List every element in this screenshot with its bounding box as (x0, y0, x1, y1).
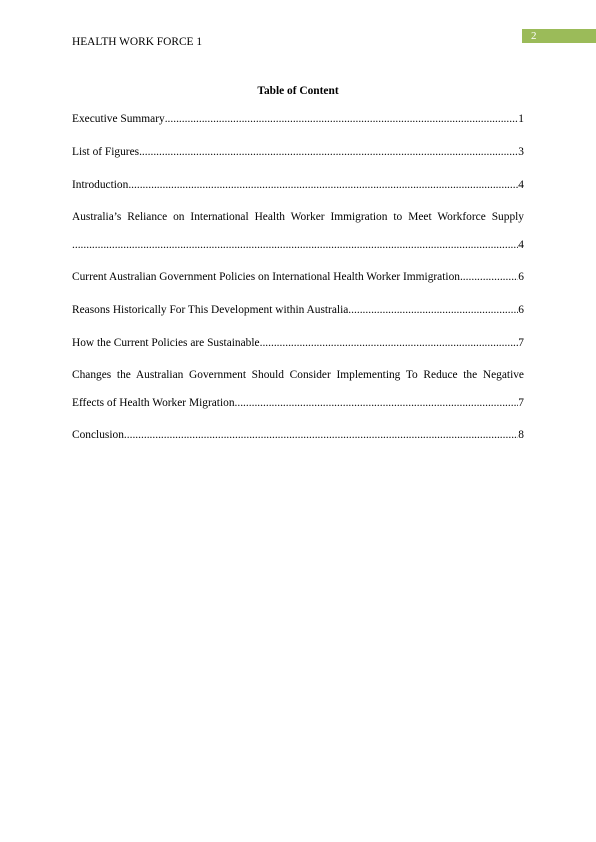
toc-entry-text: Current Australian Government Policies on International Health Worker Immigration (72, 271, 460, 283)
toc-entry-page: 4 (518, 179, 524, 191)
toc-entry-page: 7 (518, 337, 524, 349)
toc-leader-dots (124, 428, 518, 442)
running-header: HEALTH WORK FORCE 1 (72, 36, 203, 48)
toc-title: Table of Content (257, 85, 339, 97)
toc-entry-reasons-historically[interactable] (72, 303, 524, 317)
toc-entry-list-of-figures[interactable] (72, 145, 524, 159)
toc-entry-australias-reliance-line1[interactable]: Australia’s Reliance on International Health Worker Immigration to Meet Workforce Supply (72, 211, 524, 223)
toc-leader-dots (139, 145, 518, 159)
toc-leader-dots (460, 270, 518, 284)
toc-leader-dots (165, 112, 519, 126)
toc-entry-text: List of Figures (72, 146, 140, 158)
toc-leader-dots (348, 303, 518, 317)
toc-entry-text: Conclusion (72, 429, 124, 441)
page-number: 2 (531, 30, 537, 42)
toc-entry-page: 6 (518, 271, 524, 283)
toc-entry-page: 7 (518, 397, 524, 409)
toc-entry-page: 4 (518, 239, 524, 251)
toc-entry-changes[interactable] (72, 396, 524, 410)
toc-entry-policies-sustainable[interactable] (72, 336, 524, 350)
toc-entry-page: 3 (518, 146, 524, 158)
toc-entry-text: Introduction (72, 179, 129, 191)
toc-entry-text: Executive Summary (72, 113, 165, 125)
toc-leader-dots (128, 178, 518, 192)
toc-leader-dots (72, 238, 518, 252)
toc-entry-page: 6 (518, 304, 524, 316)
toc-entry-page: 8 (518, 429, 524, 441)
toc-entry-executive-summary[interactable] (72, 112, 524, 126)
toc-entry-conclusion[interactable] (72, 428, 524, 442)
toc-entry-text: Effects of Health Worker Migration (72, 397, 235, 409)
toc-entry-introduction[interactable] (72, 178, 524, 192)
toc-entry-text: Reasons Historically For This Development within Australia (72, 304, 349, 316)
toc-entry-australias-reliance[interactable] (72, 238, 524, 252)
toc-leader-dots (235, 396, 519, 410)
toc-entry-changes-line1[interactable]: Changes the Australian Government Should Consider Implementing To Reduce the Negative (72, 369, 524, 381)
toc-entry-text: How the Current Policies are Sustainable (72, 337, 260, 349)
toc-leader-dots (260, 336, 519, 350)
toc-entry-current-policies[interactable] (72, 270, 524, 284)
toc-entry-page: 1 (518, 113, 524, 125)
page-number-badge (522, 29, 596, 43)
